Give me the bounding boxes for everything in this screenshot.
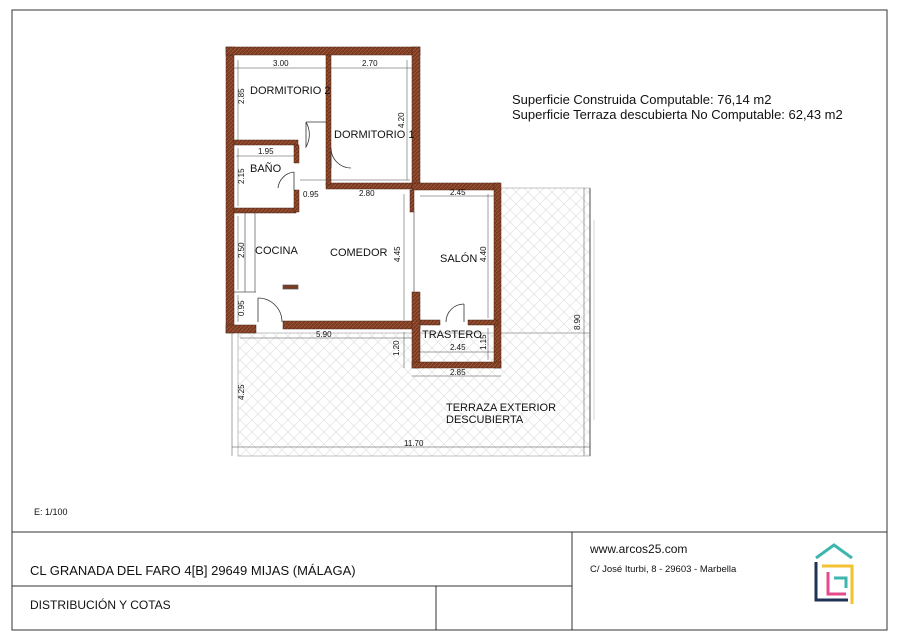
dim-250: 2.50: [237, 242, 246, 258]
room-cocina: COCINA: [255, 245, 298, 257]
dim-245-a: 2.45: [450, 188, 466, 197]
project-address: CL GRANADA DEL FARO 4[B] 29649 MIJAS (MÁLAGA): [30, 563, 356, 578]
dim-095-a: 0.95: [303, 190, 319, 199]
dim-1170: 11.70: [404, 439, 424, 448]
company-logo-icon: [816, 545, 852, 604]
door-swings: [258, 122, 464, 322]
dim-440: 4.40: [479, 246, 488, 262]
dim-445: 4.45: [393, 246, 402, 262]
room-terraza-line2: DESCUBIERTA: [446, 414, 524, 426]
company-website[interactable]: www.arcos25.com: [590, 542, 688, 556]
dim-195: 1.95: [258, 147, 274, 156]
dim-425: 4.25: [237, 384, 246, 400]
dim-300: 3.00: [273, 59, 289, 68]
room-dormitorio-2: DORMITORIO 2: [250, 85, 331, 97]
sheet-title: DISTRIBUCIÓN Y COTAS: [30, 598, 171, 612]
dim-115: 1.15: [479, 334, 488, 350]
dim-285-vertical: 2.85: [237, 88, 246, 104]
room-salon: SALÓN: [440, 253, 478, 265]
dim-270: 2.70: [362, 59, 378, 68]
surface-terrace: Superficie Terraza descubierta No Computable: 62,43 m2: [512, 107, 843, 122]
room-bano: BAÑO: [250, 163, 282, 175]
room-comedor: COMEDOR: [330, 247, 388, 259]
room-trastero: TRASTERO: [422, 329, 482, 341]
dim-245-b: 2.45: [450, 343, 466, 352]
title-block: [12, 532, 887, 630]
dim-590: 5.90: [316, 330, 332, 339]
dim-120: 1.20: [392, 340, 401, 356]
room-terraza-line1: TERRAZA EXTERIOR: [446, 402, 557, 414]
company-address: C/ José Iturbi, 8 - 29603 - Marbella: [590, 564, 737, 575]
dim-215: 2.15: [237, 168, 246, 184]
dim-095-b: 0.95: [237, 300, 246, 316]
dim-285-horizontal: 2.85: [450, 368, 466, 377]
dim-280: 2.80: [359, 189, 375, 198]
dim-890: 8.90: [573, 314, 582, 330]
dim-420: 4.20: [397, 112, 406, 128]
surface-built: Superficie Construida Computable: 76,14 m2: [512, 92, 772, 107]
scale-label: E: 1/100: [34, 507, 68, 517]
room-dormitorio-1: DORMITORIO 1: [334, 129, 415, 141]
